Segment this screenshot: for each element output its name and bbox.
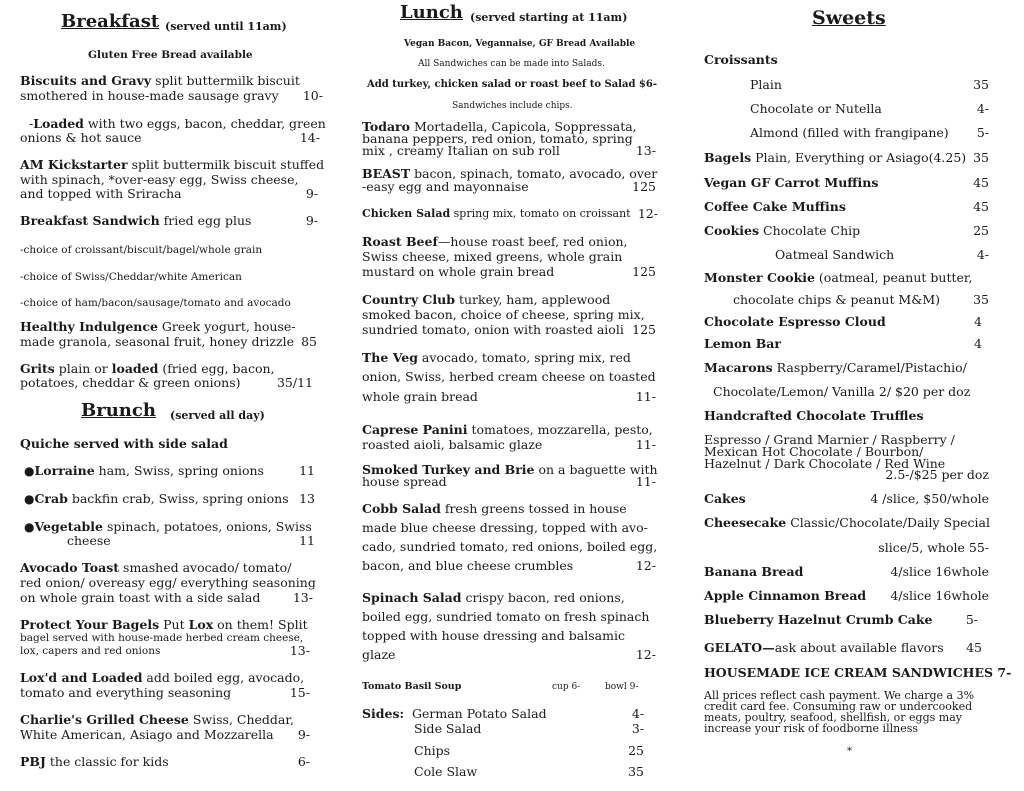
price: 9- xyxy=(305,186,318,201)
price: 13 xyxy=(299,491,315,506)
price: 12- xyxy=(637,206,658,221)
lunch-subtitle: (served starting at 11am) xyxy=(470,11,628,24)
lunch-note-add-protein: Add turkey, chicken salad or roast beef to Salad $6- xyxy=(367,79,657,90)
price: 9- xyxy=(297,727,310,742)
brunch-title: Brunch xyxy=(81,400,156,421)
sides-label: Sides: xyxy=(362,706,405,721)
lunch-title: Lunch xyxy=(400,2,463,23)
quiche-heading: Quiche served with side salad xyxy=(20,436,228,451)
breakfast-column: Breakfast (served until 11am) Gluten Free Bread available Biscuits and Gravy split buttermilk biscuit smothered in house-made sausage gravy 10- -Loaded with two eggs, bacon, cheddar, green onions & hot sauce 14- AM Kickstarter split buttermilk biscuit stuffed with spinach, *over-easy egg, Swiss cheese, and topped with Sriracha 9- Breakfast Sandwich fried egg plus 9- -choice of croissant/biscuit/bagel/whole grain -choice of Swiss/Cheddar/white American -choice of ham/bacon/sausage/tomato and avocado Healthy Indulgence Greek yogurt, house- made granola, seasonal fruit, honey drizzle 85 Grits plain or loaded (fried egg, bacon, potatoes, cheddar & green onions) 35/11 Brunch (served all day) Quiche served with side salad ●Lorraine ham, Swiss, spring onions 11 ●Crab backfin crab, Swiss, spring onions 13 ●Vegetable spinach, potatoes, onions, Swiss cheese 11 Avocado Toast smashed avocado/ tomato/ red onion/ overeasy egg/ everything seasoning on whole grain toast with a side salad 13- Protect Your Bagels Put Lox on them! Split bagel served with house-made herbed cream cheese, lox, capers and red onions 13- Lox'd and Loaded add boiled egg, avocado, tomato and everything seasoning 15- Charlie's Grilled Cheese Swiss, Cheddar, White American, Asiago and Mozzarella 9- PBJ the classic for kids 6- xyxy=(20,11,326,769)
price: 35/11 xyxy=(276,375,313,390)
price: 12- xyxy=(635,558,656,573)
price: 13- xyxy=(635,143,656,158)
price: 12- xyxy=(635,647,656,662)
price: 14- xyxy=(299,130,320,145)
breakfast-title: Breakfast xyxy=(61,11,160,32)
price: 11 xyxy=(299,463,315,478)
price: 11- xyxy=(635,389,656,404)
price: 85 xyxy=(301,334,317,349)
lunch-column: Lunch (served starting at 11am) Vegan Bacon, Vegannaise, GF Bread Available All Sandwiches can be made into Salads. Add turkey, chicken salad or roast beef to Salad $6- Sandwiches include chips. Todaro Mortadella, Capicola, Soppressata, banana peppers, red onion, tomato, spring mix , creamy Italian on sub roll 13- BEAST bacon, spinach, tomato, avocado, over -easy egg and mayonnaise 125 Chicken Salad spring mix, tomato on croissant 12- Roast Beef—house roast beef, red onion, Swiss cheese, mixed greens, whole grain mustard on whole grain bread 125 Country Club turkey, ham, applewood smoked bacon, choice of cheese, spring mix, sundried tomato, onion with roasted aioli 125 The Veg avocado, tomato, spring mix, red onion, Swiss, herbed cream cheese on toasted whole grain bread 11- Caprese Panini tomatoes, mozzarella, pesto, roasted aioli, balsamic glaze 11- Smoked Turkey and Brie on a baguette with house spread 11- Cobb Salad fresh greens tossed in house made blue cheese dressing, topped with avo- cado, sundried tomato, red onions, boiled egg, bacon, and blue cheese crumbles 12- Spinach Salad crispy bacon, red onions, boiled egg, sundried tomato on fresh spinach topped with house dressing and balsamic glaze 12- Tomato Basil Soup cup 6- bowl 9- Sides: German Potato Salad 4- Side Salad 3- Chips 25 Cole Slaw 35 xyxy=(362,2,658,779)
sweets-column: Sweets Croissants Plain 35 Chocolate or Nutella 4- Almond (filled with frangipane) 5- Bagels Plain, Everything or Asiago(4.25) 35 Vegan GF Carrot Muffins 45 Coffee Cake Muffins 45 Cookies Chocolate Chip 25 Oatmeal Sandwich 4- Monster Cookie (oatmeal, peanut butter, chocolate chips & peanut M&M) 35 Chocolate Espresso Cloud 4 Lemon Bar 4 Macarons Raspberry/Caramel/Pistachio/ Chocolate/Lemon/ Vanilla 2/ $20 per doz Handcrafted Chocolate Truffles Espresso / Grand Marnier / Raspberry / Mexican Hot Chocolate / Bourbon/ Hazelnut / Dark Chocolate / Red Wine 2.5-/$25 per doz Cakes 4 /slice, $50/whole Cheesecake Classic/Chocolate/Daily Special slice/5, whole 55- Banana Bread 4/slice 16whole Apple Cinnamon Bread 4/slice 16whole Blueberry Hazelnut Crumb Cake 5- GELATO—ask about available flavors 45 HOUSEMADE ICE CREAM SANDWICHES 7- All prices reflect cash payment. We charge a 3% credit card fee. Consuming raw or undercooked meats, poultry, seafood, shellfish, or eggs may increase your risk of foodborne illness * xyxy=(704,7,1012,757)
price: 11- xyxy=(635,437,656,452)
price: 9- xyxy=(305,213,318,228)
price: 11 xyxy=(299,533,315,548)
price: 10- xyxy=(302,88,323,103)
price: 15- xyxy=(289,685,310,700)
lunch-note-vegan: Vegan Bacon, Vegannaise, GF Bread Available xyxy=(404,39,636,49)
price: 125 xyxy=(632,322,656,337)
brunch-subtitle: (served all day) xyxy=(170,409,265,422)
price: 13- xyxy=(289,643,310,658)
lunch-note-salads: All Sandwiches can be made into Salads. xyxy=(418,59,605,69)
ice-cream-sandwiches: HOUSEMADE ICE CREAM SANDWICHES 7- xyxy=(704,665,1012,680)
breakfast-subtitle: (served until 11am) xyxy=(165,20,287,33)
lunch-note-chips: Sandwiches include chips. xyxy=(452,101,573,111)
price: 13- xyxy=(292,590,313,605)
price: 6- xyxy=(297,754,310,769)
sweets-title: Sweets xyxy=(812,7,886,29)
gluten-free-note: Gluten Free Bread available xyxy=(88,49,253,61)
price: 11- xyxy=(635,474,656,489)
price: 125 xyxy=(632,179,656,194)
croissants-heading: Croissants xyxy=(704,52,778,67)
price: 125 xyxy=(632,264,656,279)
